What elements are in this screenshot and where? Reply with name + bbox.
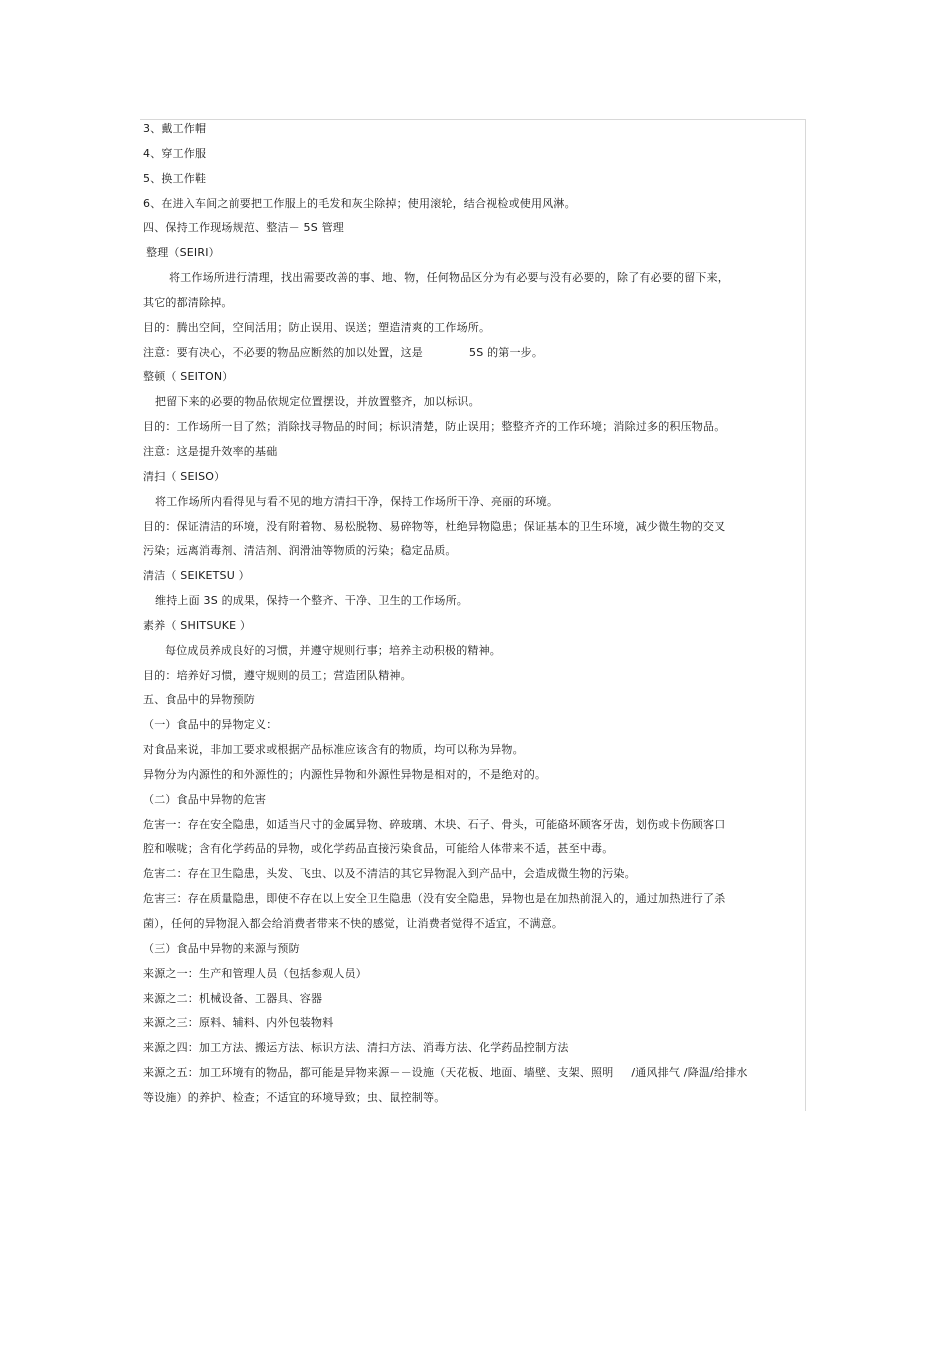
text-line: 目的：工作场所一目了然；消除找寻物品的时间；标识清楚，防止误用；整整齐齐的工作环境；消除过多的积压物品。 xyxy=(143,420,726,434)
text-line: 目的：培养好习惯，遵守规则的员工；营造团队精神。 xyxy=(143,668,412,682)
text-line: 4、穿工作服 xyxy=(143,146,207,160)
text-line: 把留下来的必要的物品依规定位置摆设，并放置整齐，加以标识。 xyxy=(155,395,480,409)
text-line xyxy=(143,341,808,366)
subsection-heading: （一）食品中的异物定义： xyxy=(143,718,278,732)
text-line: 菌），任何的异物混入都会给消费者带来不快的感觉，让消费者觉得不适宜，不满意。 xyxy=(143,917,564,930)
text-segment: 来源之五：加工环境有的物品，都可能是异物来源－－设施（天花板、地面、墙壁、支架、照明 xyxy=(143,1066,614,1080)
subsection-heading: 清扫（ SEISO） xyxy=(143,469,226,483)
text-segment: /通风排气 /降温/给排水 xyxy=(631,1066,748,1080)
text-line: 对食品来说，非加工要求或根据产品标准应该含有的物质，均可以称为异物。 xyxy=(143,743,524,757)
text-line: 危害二：存在卫生隐患，头发、飞虫、以及不清洁的其它异物混入到产品中，会造成微生物的污染。 xyxy=(143,867,636,881)
text-line: 6、在进入车间之前要把工作服上的毛发和灰尘除掉；使用滚轮，结合视检或使用风淋。 xyxy=(143,196,576,210)
text-line: 危害一：存在安全隐患，如适当尺寸的金属异物、碎玻璃、木块、石子、骨头，可能硌坏顾客牙齿，划伤或卡伤顾客口 xyxy=(143,817,726,831)
subsection-heading: （二）食品中异物的危害 xyxy=(143,792,267,806)
section-heading: 四、保持工作现场规范、整洁－ 5S 管理 xyxy=(143,221,344,235)
subsection-heading: 素养（ SHITSUKE ） xyxy=(143,618,252,632)
text-segment: 5S 的第一步。 xyxy=(469,345,544,359)
text-line: 腔和喉咙；含有化学药品的异物，或化学药品直接污染食品，可能给人体带来不适，甚至中毒。 xyxy=(143,842,614,856)
text-line xyxy=(143,1061,808,1086)
text-line: 5、换工作鞋 xyxy=(143,171,207,185)
text-line: 其它的都清除掉。 xyxy=(143,295,233,309)
section-heading: 五、食品中的异物预防 xyxy=(143,693,255,707)
text-line: 目的：保证清洁的环境，没有附着物、易松脱物、易碎物等，杜绝异物隐患；保证基本的卫生环境，减少微生物的交叉 xyxy=(143,519,726,533)
subsection-heading: 清洁（ SEIKETSU ） xyxy=(143,569,250,583)
text-line: 来源之三：原料、辅料、内外包装物料 xyxy=(143,1016,334,1030)
subsection-heading: 整顿（ SEITON） xyxy=(143,370,234,384)
text-line: 将工作场所进行清理，找出需要改善的事、地、物，任何物品区分为有必要与没有必要的，除了有必要的留下来， xyxy=(169,271,729,285)
text-line: 异物分为内源性的和外源性的；内源性异物和外源性异物是相对的，不是绝对的。 xyxy=(143,767,547,781)
text-line: 来源之四：加工方法、搬运方法、标识方法、清扫方法、消毒方法、化学药品控制方法 xyxy=(143,1041,569,1055)
text-line: 将工作场所内看得见与看不见的地方清扫干净，保持工作场所干净、亮丽的环境。 xyxy=(155,494,559,508)
text-line: 等设施）的养护、检查；不适宜的环境导致；虫、鼠控制等。 xyxy=(143,1090,446,1104)
text-line: 来源之一：生产和管理人员（包括参观人员） xyxy=(143,966,367,980)
text-segment: 注意：要有决心，不必要的物品应断然的加以处置，这是 xyxy=(143,345,423,359)
text-line: 危害三：存在质量隐患，即使不存在以上安全卫生隐患（没有安全隐患，异物也是在加热前混入的，通过加热进行了杀 xyxy=(143,892,726,906)
text-line: 污染；远离消毒剂、清洁剂、润滑油等物质的污染；稳定品质。 xyxy=(143,544,457,558)
subsection-heading: 整理（SEIRI） xyxy=(146,246,220,260)
text-line: 目的：腾出空间，空间活用；防止误用、误送；塑造清爽的工作场所。 xyxy=(143,320,491,334)
text-line: 维持上面 3S 的成果，保持一个整齐、干净、卫生的工作场所。 xyxy=(155,594,468,608)
text-line: 3、戴工作帽 xyxy=(143,122,207,135)
text-line: 来源之二：机械设备、工器具、容器 xyxy=(143,991,323,1005)
text-line: 注意：这是提升效率的基础 xyxy=(143,444,278,458)
text-line: 每位成员养成良好的习惯，并遵守规则行事；培养主动积极的精神。 xyxy=(165,643,501,657)
subsection-heading: （三）食品中异物的来源与预防 xyxy=(143,941,300,955)
document-body xyxy=(143,117,808,1111)
